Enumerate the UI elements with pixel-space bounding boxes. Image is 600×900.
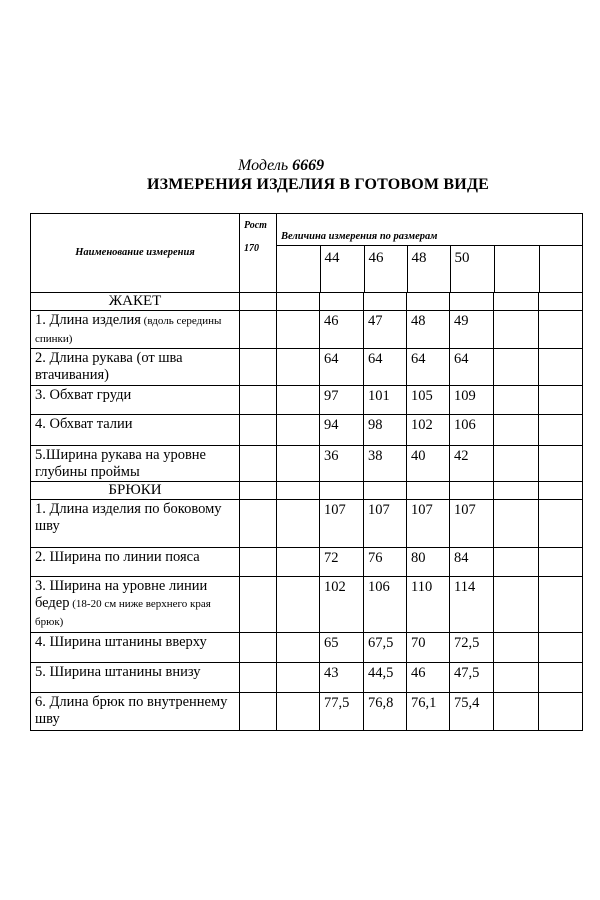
value-cell: 102 [407,414,450,445]
section-row [31,292,583,310]
empty-cell [494,662,539,692]
table-row [31,632,583,662]
measurement-name-text: 1. Длина изделия [35,311,141,328]
size-row [277,246,583,292]
sizes-header-table [277,214,583,292]
table-row [31,576,583,632]
value-cell: 42 [450,445,494,481]
value-cell: 76 [364,547,407,576]
value-cell: 46 [320,310,364,348]
size-empty-cell [539,246,583,292]
empty-cell [277,576,320,632]
table-row [31,499,583,547]
size-header-1: 46 [364,246,407,292]
value-cell: 105 [407,385,450,414]
height-cell [240,692,277,730]
empty-cell [277,692,320,730]
measurement-name-text: 5. Ширина штанины внизу [35,663,201,680]
value-cell: 101 [364,385,407,414]
table-body [31,214,583,731]
empty-cell [450,481,494,499]
empty-cell [494,414,539,445]
height-cell [240,445,277,481]
value-cell: 64 [407,348,450,385]
size-header-0: 44 [320,246,364,292]
empty-cell [539,348,583,385]
empty-cell [277,632,320,662]
empty-cell [539,385,583,414]
value-cell: 36 [320,445,364,481]
value-cell: 40 [407,445,450,481]
measurement-name [31,547,240,576]
empty-cell [539,547,583,576]
value-cell: 114 [450,576,494,632]
measurement-name [31,576,240,632]
empty-cell [494,445,539,481]
column-header-values-text: Величина измерения по размерам [281,231,438,242]
value-cell: 102 [320,576,364,632]
value-cell: 107 [364,499,407,547]
empty-cell [320,292,364,310]
empty-cell [539,445,583,481]
value-cell: 64 [450,348,494,385]
empty-cell [494,499,539,547]
height-cell [240,310,277,348]
column-header-height [240,214,277,293]
empty-cell [277,310,320,348]
empty-cell [539,662,583,692]
value-cell: 84 [450,547,494,576]
empty-cell [539,632,583,662]
model-number: 6669 [292,157,325,174]
empty-cell [539,481,583,499]
height-cell [240,414,277,445]
model-label [238,157,324,175]
value-cell: 72,5 [450,632,494,662]
value-cell: 107 [407,499,450,547]
size-header-2: 48 [407,246,450,292]
value-cell: 47 [364,310,407,348]
table-row [31,547,583,576]
empty-cell [277,662,320,692]
empty-cell [539,499,583,547]
empty-cell [277,481,320,499]
value-cell: 70 [407,632,450,662]
height-cell [240,662,277,692]
value-cell: 94 [320,414,364,445]
empty-cell [277,348,320,385]
empty-cell [364,292,407,310]
value-cell: 107 [320,499,364,547]
value-cell: 97 [320,385,364,414]
empty-cell [277,292,320,310]
table-row [31,662,583,692]
empty-cell [494,481,539,499]
value-cell: 43 [320,662,364,692]
empty-cell [494,348,539,385]
measurement-name-text: 1. Длина изделия по боковому шву [35,500,222,534]
empty-cell [240,481,277,499]
empty-cell [539,414,583,445]
section-title: ЖАКЕТ [31,292,240,310]
column-header-height-text: Рост [244,220,267,231]
height-cell [240,576,277,632]
table-row [31,348,583,385]
empty-cell [494,547,539,576]
value-cell: 109 [450,385,494,414]
size-header-3: 50 [450,246,494,292]
empty-cell [240,292,277,310]
value-cell: 72 [320,547,364,576]
value-cell: 67,5 [364,632,407,662]
value-cell: 44,5 [364,662,407,692]
empty-cell [450,292,494,310]
value-cell: 107 [450,499,494,547]
empty-cell [539,310,583,348]
section-row [31,481,583,499]
height-cell [240,385,277,414]
empty-cell [277,445,320,481]
empty-cell [407,481,450,499]
value-cell: 110 [407,576,450,632]
height-cell [240,499,277,547]
height-value: 170 [244,243,259,254]
table-row [31,692,583,730]
measurement-name [31,445,240,481]
value-cell: 48 [407,310,450,348]
value-cell: 65 [320,632,364,662]
measurement-name [31,385,240,414]
empty-cell [494,310,539,348]
empty-cell [494,632,539,662]
empty-cell [407,292,450,310]
column-header-name [31,214,240,293]
empty-cell [494,385,539,414]
page-title: ИЗМЕРЕНИЯ ИЗДЕЛИЯ В ГОТОВОМ ВИДЕ [146,176,490,193]
value-cell: 106 [450,414,494,445]
height-cell [240,547,277,576]
measurement-name-text: 4. Обхват талии [35,415,133,432]
empty-cell [539,692,583,730]
empty-cell [494,692,539,730]
empty-cell [277,385,320,414]
empty-cell [320,481,364,499]
table-row [31,385,583,414]
measurement-name [31,310,240,348]
measurement-name [31,499,240,547]
measurement-name-text: 3. Обхват груди [35,386,132,403]
value-cell: 80 [407,547,450,576]
empty-cell [539,292,583,310]
model-label-text: Модель [238,157,289,174]
value-cell: 77,5 [320,692,364,730]
empty-cell [494,292,539,310]
value-cell: 49 [450,310,494,348]
empty-cell [494,576,539,632]
empty-cell [364,481,407,499]
size-empty-cell [494,246,539,292]
value-cell: 75,4 [450,692,494,730]
empty-cell [277,414,320,445]
height-cell [240,632,277,662]
value-cell: 106 [364,576,407,632]
value-cell: 76,8 [364,692,407,730]
measurement-name-text: 2. Ширина по линии пояса [35,548,200,565]
value-cell: 46 [407,662,450,692]
section-title: БРЮКИ [31,481,240,499]
value-cell: 64 [364,348,407,385]
value-cell: 76,1 [407,692,450,730]
value-cell: 38 [364,445,407,481]
table-row [31,445,583,481]
value-cell: 98 [364,414,407,445]
table-row [31,414,583,445]
column-header-values [277,214,583,246]
measurement-name [31,662,240,692]
empty-cell [277,499,320,547]
measurement-name-text: 5.Ширина рукава на уровне глубины проймы [35,446,206,480]
size-empty-cell [277,246,320,292]
table-header-row [31,214,583,293]
column-header-sizes [277,214,583,293]
measurement-name [31,632,240,662]
measurements-table [30,213,583,731]
value-cell: 47,5 [450,662,494,692]
measurement-note: (18-20 см ниже верхнего края брюк) [35,597,211,628]
measurement-name [31,692,240,730]
measurement-name-text: 2. Длина рукава (от шва втачивания) [35,349,183,383]
empty-cell [277,547,320,576]
measurement-name [31,414,240,445]
measurement-note: (вдоль середины спинки) [35,314,222,345]
measurement-name-text: 3. Ширина на уровне линии бедер [35,577,208,611]
measurement-name-text: 4. Ширина штанины вверху [35,633,207,650]
measurement-name-text: 6. Длина брюк по внутреннему шву [35,693,228,727]
table-row [31,310,583,348]
value-cell: 64 [320,348,364,385]
column-header-name-text: Наименование измерения [75,247,195,259]
measurement-name [31,348,240,385]
height-cell [240,348,277,385]
empty-cell [539,576,583,632]
